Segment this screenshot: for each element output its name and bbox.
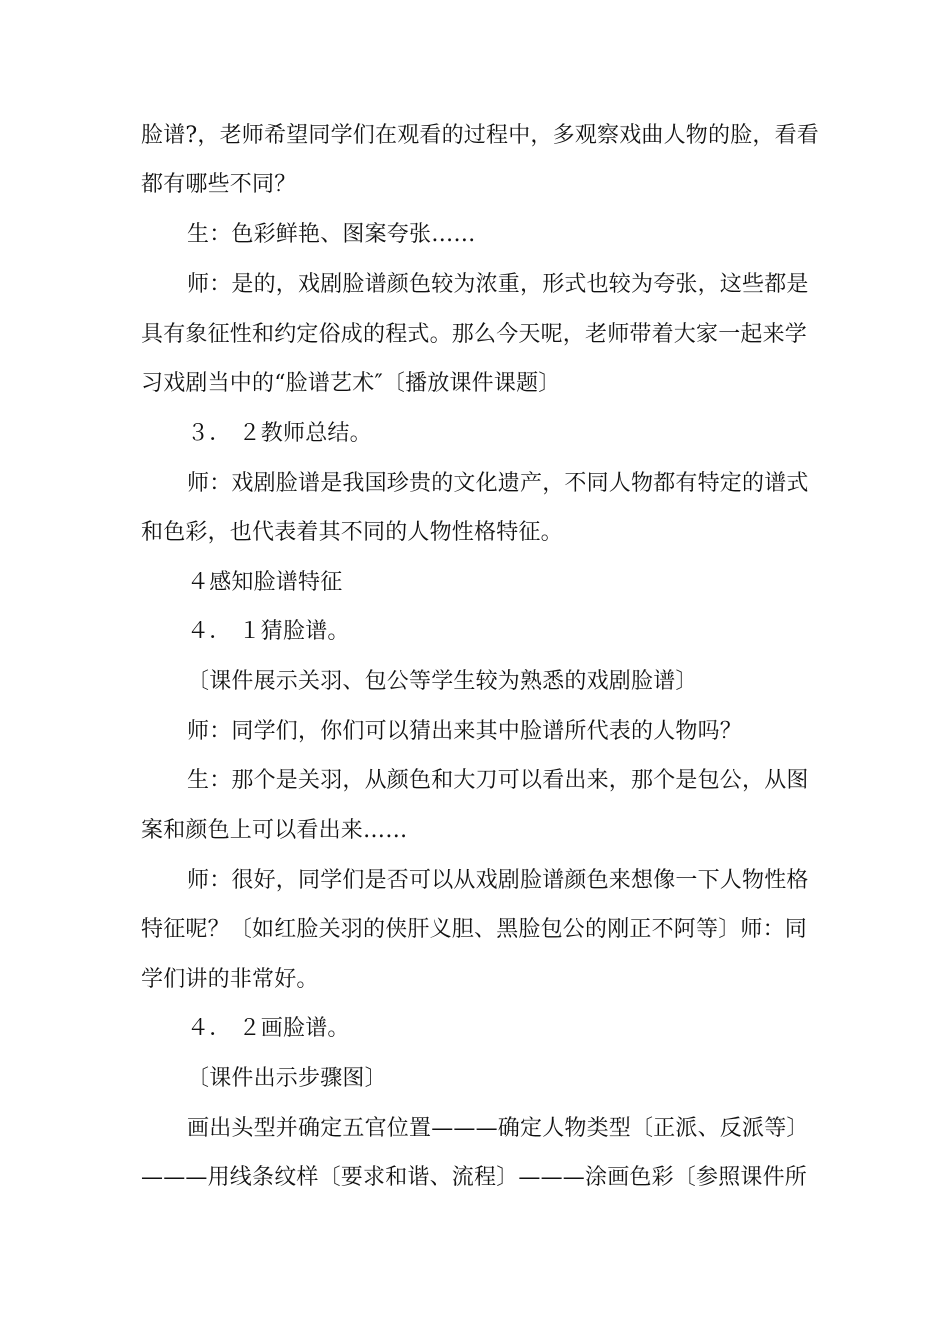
text-line: 画出头型并确定五官位置———确定人物类型〔正派、反派等〕 bbox=[187, 1116, 809, 1141]
text-line: 脸谱?，老师希望同学们在观看的过程中，多观察戏曲人物的脸，看看 bbox=[141, 123, 819, 148]
text-line: 案和颜色上可以看出来…… bbox=[141, 818, 408, 843]
text-line: 〔课件出示步骤图〕 bbox=[187, 1066, 387, 1091]
text-line: 和色彩，也代表着其不同的人物性格特征。 bbox=[141, 520, 563, 545]
text-line: 都有哪些不同？ bbox=[141, 172, 297, 197]
text-line: 学们讲的非常好。 bbox=[141, 967, 319, 992]
text-line: 生：色彩鲜艳、图案夸张…… bbox=[187, 222, 476, 247]
section-heading: ３． ２教师总结。 bbox=[187, 421, 372, 446]
text-line: 具有象征性和约定俗成的程式。那么今天呢，老师带着大家一起来学 bbox=[141, 322, 808, 347]
section-heading: ４感知脸谱特征 bbox=[187, 570, 343, 595]
text-line: ———用线条纹样〔要求和谐、流程〕———涂画色彩〔参照课件所 bbox=[141, 1165, 808, 1190]
text-line: 师：同学们，你们可以猜出来其中脸谱所代表的人物吗？ bbox=[187, 719, 743, 744]
section-heading: ４． １猜脸谱。 bbox=[187, 619, 350, 644]
text-line: 生：那个是关羽，从颜色和大刀可以看出来，那个是包公，从图 bbox=[187, 768, 809, 793]
text-line: 〔课件展示关羽、包公等学生较为熟悉的戏剧脸谱〕 bbox=[187, 669, 698, 694]
text-line: 习戏剧当中的“脸谱艺术″〔播放课件课题〕 bbox=[141, 371, 561, 396]
text-line: 师：戏剧脸谱是我国珍贵的文化遗产，不同人物都有特定的谱式 bbox=[187, 471, 809, 496]
text-line: 师：很好，同学们是否可以从戏剧脸谱颜色来想像一下人物性格 bbox=[187, 868, 809, 893]
text-line: 师：是的，戏剧脸谱颜色较为浓重，形式也较为夸张，这些都是 bbox=[187, 272, 809, 297]
section-heading: ４． ２画脸谱。 bbox=[187, 1016, 350, 1041]
text-line: 特征呢？〔如红脸关羽的侠肝义胆、黑脸包公的刚正不阿等〕师：同 bbox=[141, 917, 808, 942]
